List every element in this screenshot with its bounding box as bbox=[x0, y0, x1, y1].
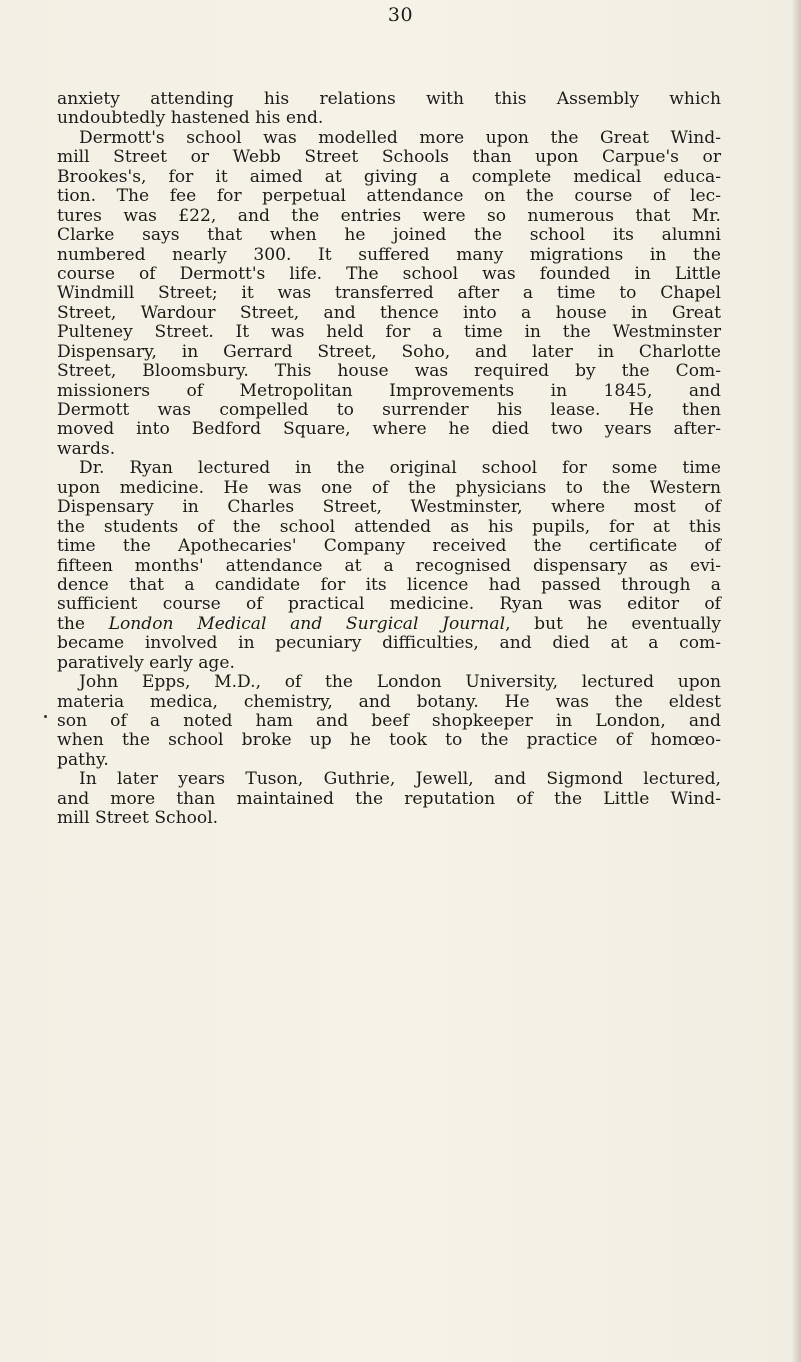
text-line: and more than maintained the reputation of the Little Wind- bbox=[57, 788, 721, 809]
text-line: Street, Wardour Street, and thence into a house in Great bbox=[57, 302, 721, 323]
text-line: tures was £22, and the entries were so numerous that Mr. bbox=[57, 205, 721, 226]
text-line: Pulteney Street. It was held for a time in the Westminster bbox=[57, 322, 721, 343]
text-line: Brookes's, for it aimed at giving a complete medical educa- bbox=[57, 166, 721, 187]
text-line: missioners of Metropolitan Improvements in 1845, and bbox=[57, 380, 721, 401]
text-line: Windmill Street; it was transferred after a time to Chapel bbox=[57, 283, 721, 304]
text-line: upon medicine. He was one of the physicians to the Western bbox=[57, 477, 721, 498]
text-line: anxiety attending his relations with this Assembly which bbox=[57, 89, 721, 109]
paragraph-start-line: In later years Tuson, Guthrie, Jewell, and Sigmond lectured, bbox=[79, 769, 721, 790]
text-line: Street, Bloomsbury. This house was required by the Com- bbox=[57, 361, 721, 382]
text-line: tion. The fee for perpetual attendance on the course of lec- bbox=[57, 186, 721, 207]
text-line: Dermott was compelled to surrender his lease. He then bbox=[57, 400, 721, 420]
paragraph-start-line: John Epps, M.D., of the London University, lectured upon bbox=[79, 672, 721, 693]
text-line: undoubtedly hastened his end. bbox=[57, 108, 324, 129]
text-line: moved into Bedford Square, where he died two years after- bbox=[57, 419, 721, 440]
text-line: the students of the school attended as his pupils, for at this bbox=[57, 516, 721, 537]
text-line: materia medica, chemistry, and botany. He was the eldest bbox=[57, 691, 721, 712]
text-line: pathy. bbox=[57, 749, 109, 770]
text-line: dence that a candidate for its licence had passed through a bbox=[57, 574, 721, 595]
page-number: 30 bbox=[387, 4, 414, 26]
text-line: Dispensary in Charles Street, Westminster, where most of bbox=[57, 497, 721, 518]
text-line: course of Dermott's life. The school was founded in Little bbox=[57, 263, 721, 284]
text-line: time the Apothecaries' Company received the certificate of bbox=[57, 536, 721, 557]
text-line: when the school broke up he took to the practice of homœo- bbox=[57, 730, 721, 751]
text-fragment: the bbox=[57, 613, 109, 634]
text-line: mill Street School. bbox=[57, 808, 219, 829]
paragraph-start-line: Dr. Ryan lectured in the original school for some time bbox=[79, 458, 721, 479]
body-text bbox=[57, 90, 721, 829]
text-fragment: , but he eventually bbox=[505, 613, 721, 634]
journal-title: London Medical and Surgical Journal bbox=[108, 613, 506, 634]
text-line: fifteen months' attendance at a recognised dispensary as evi- bbox=[57, 555, 721, 576]
text-line: sufficient course of practical medicine. Ryan was editor of bbox=[57, 594, 721, 615]
paragraph-start-line: Dermott's school was modelled more upon the Great Wind- bbox=[79, 127, 721, 148]
text-line: paratively early age. bbox=[57, 652, 235, 673]
text-line: numbered nearly 300. It suffered many migrations in the bbox=[57, 244, 721, 265]
text-line: Clarke says that when he joined the school its alumni bbox=[57, 225, 721, 246]
page-edge bbox=[791, 0, 801, 1362]
text-line: mill Street or Webb Street Schools than upon Carpue's or bbox=[57, 147, 721, 168]
text-line: Dispensary, in Gerrard Street, Soho, and later in Charlotte bbox=[57, 341, 721, 362]
margin-mark bbox=[44, 715, 47, 718]
text-line: wards. bbox=[57, 438, 116, 459]
text-line: son of a noted ham and beef shopkeeper in London, and bbox=[57, 711, 721, 731]
text-line: became involved in pecuniary difficulties, and died at a com- bbox=[57, 633, 721, 654]
journal-line bbox=[57, 615, 721, 634]
